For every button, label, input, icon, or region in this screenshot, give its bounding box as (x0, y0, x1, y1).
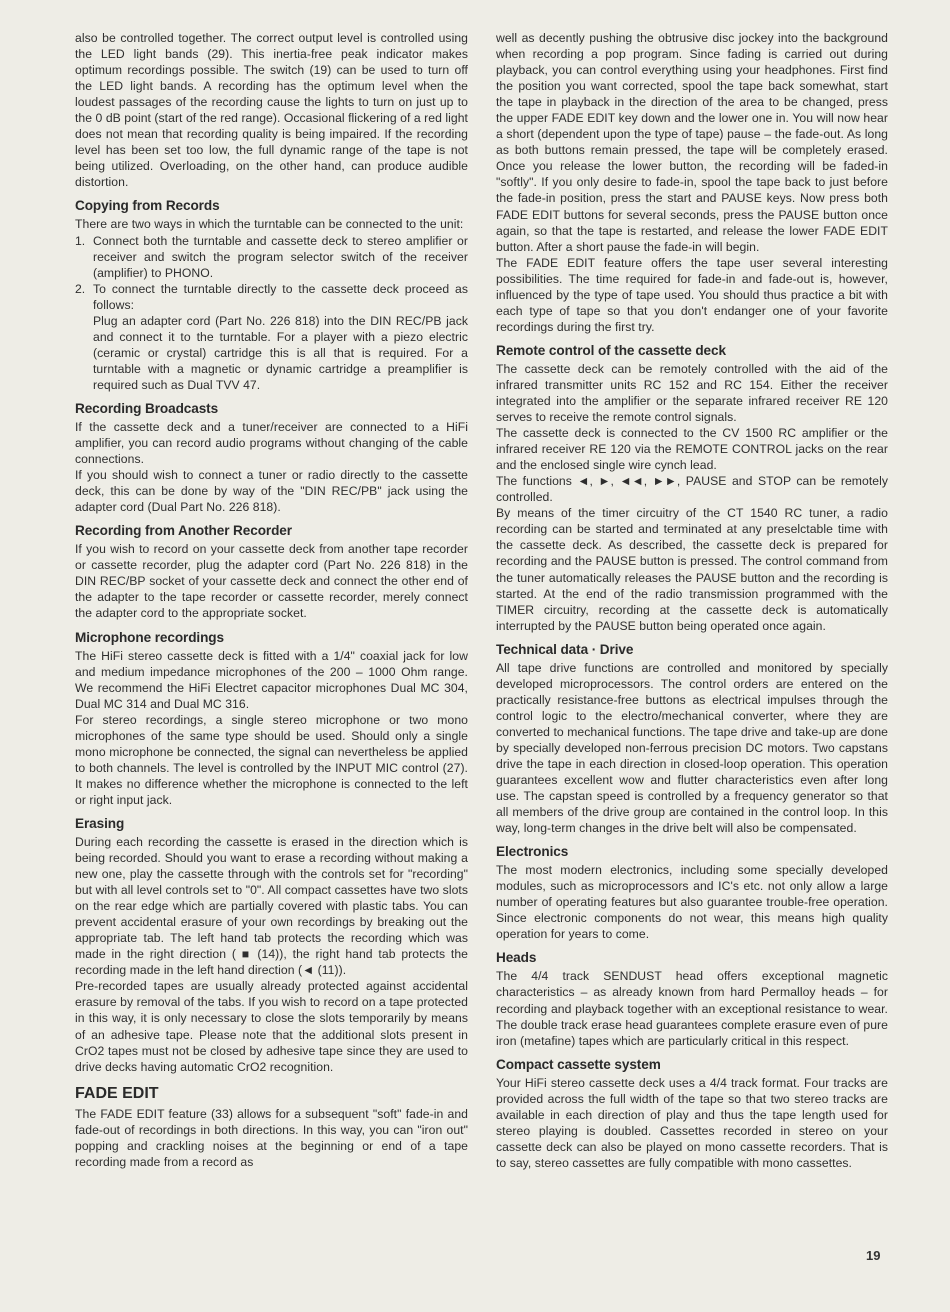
paragraph: The HiFi stereo cassette deck is fitted with a 1/4" coaxial jack for low and medium impedance microphones of the 200 – 1000 Ohm range. We recommend the HiFi Electret capacitor microphones Dual MC 304, Dual MC 314 and Dual MC 316. (75, 648, 468, 711)
paragraph: well as decently pushing the obtrusive disc jockey into the background when recording a pop program. Since fading is carried out during playback, you can control everything using your headphones. First find the position you want corrected, spool the tape back somewhat, start the tape in playback in the direction of the area to be changed, press the upper FADE EDIT key down and the lower one in. You will now hear a short (dependent upon the type of tape) pause – the fade-out. As long as both buttons remain pressed, the tape will be completely erased. Once you release the lower button, the recording will be faded-in "softly". If you only desire to fade-in, spool the tape back to just before the fade-in position, press the start and PAUSE keys. Now press both FADE EDIT buttons for several seconds, press the PAUSE button once again, so that the tape is restarted, and release the lower FADE EDIT button. After a short pause the fade-in will begin. (496, 31, 888, 254)
list-item-number: 2. (75, 281, 86, 296)
paragraph: By means of the timer circuitry of the CT 1540 RC tuner, a radio recording can be started and terminated at any preselctable time with the cassette deck. As described, the cassette deck is prepared for recording and the PAUSE button is pressed. The control command from the tuner automatically releases the PAUSE button and the recording is started. At the end of the radio transmission programmed with the TIMER circuitry, recording at the cassette deck is automatically interrupted by the PAUSE button being operated once again. (496, 506, 888, 633)
copying-intro: There are two ways in which the turntable can be connected to the unit: (75, 217, 464, 232)
electronics-heading: Electronics (496, 844, 569, 860)
compact-cassette-system-heading: Compact cassette system (496, 1056, 661, 1072)
microphone-recordings-heading: Microphone recordings (75, 629, 224, 645)
list-item-number: 1. (75, 233, 86, 248)
heads-heading: Heads (496, 950, 537, 966)
paragraph: The functions ◄, ►, ◄◄, ►►, PAUSE and STOP can be remotely controlled. (496, 474, 888, 505)
recording-broadcasts-heading: Recording Broadcasts (75, 400, 219, 416)
paragraph: The 4/4 track SENDUST head offers exceptional magnetic characteristics – as already known from hard Permalloy heads – for recording and playback together with an exceptional resistance to wear. The double track erase head guarantees complete erasure even of pure iron (metafine) tapes which are particularly critical in this respect. (496, 969, 888, 1048)
paragraph: The FADE EDIT feature offers the tape user several interesting possibilities. The time required for fade-in and fade-out is, however, influenced by the type of tape used. You should thus practice a bit with each type of tape so that you don't endanger one of your favorite recordings during the first try. (496, 255, 888, 334)
list-item-text: To connect the turntable directly to the cassette deck proceed as follows: (93, 281, 468, 312)
technical-data-drive-heading: Technical data · Drive (496, 641, 634, 657)
paragraph: If you should wish to connect a tuner or radio directly to the cassette deck, this can be done by way of the "DIN REC/PB" jack using the adapter cord (Dual Part No. 226 818). (75, 468, 468, 515)
page-number: 19 (866, 1248, 881, 1263)
paragraph: If the cassette deck and a tuner/receiver are connected to a HiFi amplifier, you can record audio programs without changing of the cable connections. (75, 419, 468, 467)
paragraph: The FADE EDIT feature (33) allows for a subsequent "soft" fade-in and fade-out of recordings in both directions. In this way, you can "iron out" popping and crackling noises at the beginning or end of a tape recording made from a record as (75, 1106, 468, 1169)
right-column (496, 30, 888, 1171)
list-item-detail: Plug an adapter cord (Part No. 226 818) into the DIN REC/PB jack and connect it to the turntable. For a player with a piezo electric (ceramic or crystal) cartridge this is all that is required. For a turntable with a magnetic or dynamic cartridge a preamplifier is required such as Dual TVV 47. (93, 313, 468, 392)
paragraph: The most modern electronics, including some specially developed modules, such as microprocessors and IC's etc. not only allow a large number of operating features but also guarantee trouble-free operation. Since electronic components do not wear, this means high quality operation for years to come. (496, 863, 888, 942)
paragraph: For stereo recordings, a single stereo microphone or two mono microphones of the same type should be used. Should only a single mono microphone be connected, the signal can nevertheless be applied to both channels. The level is controlled by the INPUT MIC control (27). It makes no difference whether the microphone is connected to the left or right input jack. (75, 712, 468, 807)
fade-edit-heading: FADE EDIT (75, 1084, 159, 1102)
paragraph: The cassette deck is connected to the CV 1500 RC amplifier or the infrared receiver RE 120 via the REMOTE CONTROL jacks on the rear and the enclosed single wire cynch lead. (496, 426, 888, 473)
list-item (75, 233, 468, 281)
remote-control-heading: Remote control of the cassette deck (496, 342, 726, 358)
copying-steps-list (75, 233, 468, 393)
paragraph: If you wish to record on your cassette deck from another tape recorder or cassette recorder, plug the adapter cord (Part No. 226 818) in the DIN REC/BP socket of your cassette deck and connect the other end of the adapter to the tape recorder or cassette recorder, merely connect the adapter cord to the appropriate socket. (75, 542, 468, 621)
list-item (75, 281, 468, 393)
paragraph: Your HiFi stereo cassette deck uses a 4/4 track format. Four tracks are provided across the full width of the tape so that two stereo tracks are available in each direction of play and thus the tape length used for stereo playing is doubled. Cassettes recorded in stereo on your cassette deck can also be played on mono cassette recorders. That is to say, stereo cassettes are fully compatible with mono cassettes. (496, 1075, 888, 1170)
erasing-heading: Erasing (75, 815, 125, 831)
intro-paragraph: also be controlled together. The correct output level is controlled using the LED light bands (29). This inertia-free peak indicator makes optimum recordings possible. The switch (19) can be used to turn off the LED light bands. A recording has the optimum level when the loudest passages of the recording cause the lights to turn on just up to the 0 dB point (start of the red range). Occasional flickering of a red light does not mean that recording quality is being impaired. If the recording level has been set too low, the full dynamic range of the tape is not being utilized. Overloading, on the other hand, can produce audible distortion. (75, 31, 468, 190)
paragraph: Pre-recorded tapes are usually already protected against accidental erasure by removal of the tabs. If you wish to record on a tape protected in this way, it is only necessary to close the slots temporarily by means of an adhesive tape. Please note that the additional slots present in CrO2 tapes must not be closed by adhesive tape since they are used to drive decks having automatic CrO2 recognition. (75, 979, 468, 1074)
recording-from-another-recorder-heading: Recording from Another Recorder (75, 523, 292, 539)
paragraph: The cassette deck can be remotely controlled with the aid of the infrared transmitter units RC 152 and RC 154. Either the receiver integrated into the amplifier or the separate infrared receiver RE 120 serves to receive the remote control signals. (496, 361, 888, 425)
paragraph: During each recording the cassette is erased in the direction which is being recorded. Should you want to erase a recording without making a new one, play the cassette through with the controls set for "recording" but with all level controls set to "0". All compact cassettes have two slots on the rear edge which are partially covered with plastic tabs. You can prevent accidental erasure of your own recordings by breaking out the appropriate tab. The left hand tab protects the recording which was made in the right direction ( ■ (14)), the right hand tab protects the recording made in the left hand direction (◄ (11)). (75, 834, 468, 978)
list-item-text: Connect both the turntable and cassette deck to stereo amplifier or receiver and switch the program selector switch of the receiver (amplifier) to PHONO. (93, 233, 468, 280)
copying-from-records-heading: Copying from Records (75, 198, 220, 214)
left-column (75, 30, 468, 1170)
paragraph: All tape drive functions are controlled and monitored by specially developed microprocessors. The control orders are entered on the practically resistance-free buttons as electrical impulses through the control logic to the electro/mechanical converter, where they are converted to mechanical functions. The tape drive and take-up are done by specially developed non-ferrous precision DC motors. Two capstans drive the tape in each direction in closed-loop operation. This operation guarantees excellent wow and flutter characteristics even after long use. The capstan speed is controlled by a frequency generator so that all members of the drive group are contained in the control loop. In this way, long-term changes in the drive belt will also be compensated. (496, 660, 888, 836)
